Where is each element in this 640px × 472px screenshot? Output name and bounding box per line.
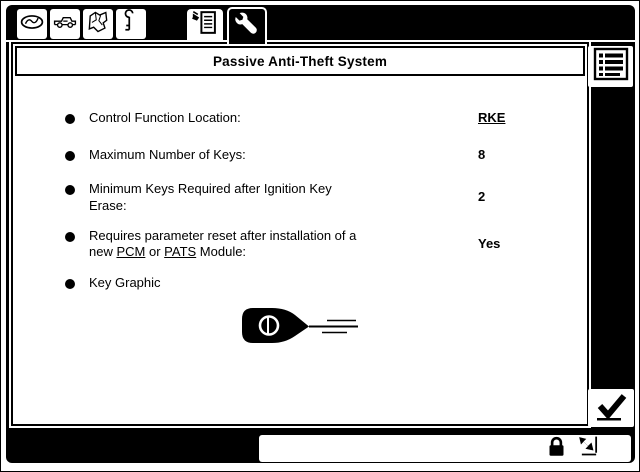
bullet-icon (65, 114, 75, 124)
vehicle-icon (51, 9, 79, 40)
ford-oval-icon (18, 9, 46, 40)
worksheet-icon (189, 9, 221, 41)
content-panel (11, 42, 589, 426)
item-value: 8 (478, 146, 486, 162)
bullet-icon (65, 185, 75, 195)
list-item-key-graphic (65, 275, 587, 292)
tab-tools-selected[interactable] (227, 7, 267, 44)
item-value[interactable]: RKE (478, 110, 506, 125)
wrench-icon (232, 10, 262, 43)
label-text: new (89, 244, 117, 260)
item-label: Control Function Location: (89, 110, 241, 125)
checkmark-icon (591, 389, 631, 428)
touch-arrow-icon[interactable] (575, 434, 603, 464)
map-icon (84, 9, 112, 40)
confirm-button[interactable] (588, 389, 634, 427)
page-title: Passive Anti-Theft System (15, 46, 585, 76)
pcm-link[interactable]: PCM (116, 244, 146, 260)
label-line-1: Minimum Keys Required after Ignition Key (89, 180, 332, 196)
item-value: 2 (478, 188, 486, 204)
app-frame (6, 5, 635, 463)
item-label (89, 228, 409, 262)
tab-button-key[interactable] (116, 9, 146, 39)
pats-key-fob-graphic (239, 304, 587, 361)
lock-icon (546, 435, 567, 463)
tab-button-vehicle[interactable] (50, 9, 80, 39)
bullet-icon (65, 151, 75, 161)
label-line-2 (89, 244, 409, 261)
menu-button[interactable] (588, 46, 633, 87)
label-text: or (145, 244, 165, 260)
status-bar (259, 435, 631, 462)
info-list (13, 110, 587, 361)
key-icon (118, 9, 144, 40)
tab-worksheet[interactable] (187, 9, 223, 40)
list-item-min-keys (65, 181, 587, 215)
item-label (89, 181, 409, 215)
tab-button-ford-logo[interactable] (17, 9, 47, 39)
bullet-icon (65, 279, 75, 289)
list-item-control-function (65, 110, 587, 127)
list-menu-icon (592, 47, 630, 86)
list-item-max-keys (65, 147, 587, 164)
item-label: Maximum Number of Keys: (89, 146, 246, 162)
tab-button-map[interactable] (83, 9, 113, 39)
label-text: Module: (196, 244, 247, 260)
item-label: Key Graphic (89, 275, 161, 291)
label-line-1: Requires parameter reset after installation of a (89, 227, 357, 243)
pats-link[interactable]: PATS (164, 244, 197, 260)
label-line-2: Erase: (89, 197, 127, 213)
bullet-icon (65, 232, 75, 242)
item-value: Yes (478, 235, 501, 251)
list-item-parameter-reset (65, 228, 587, 262)
